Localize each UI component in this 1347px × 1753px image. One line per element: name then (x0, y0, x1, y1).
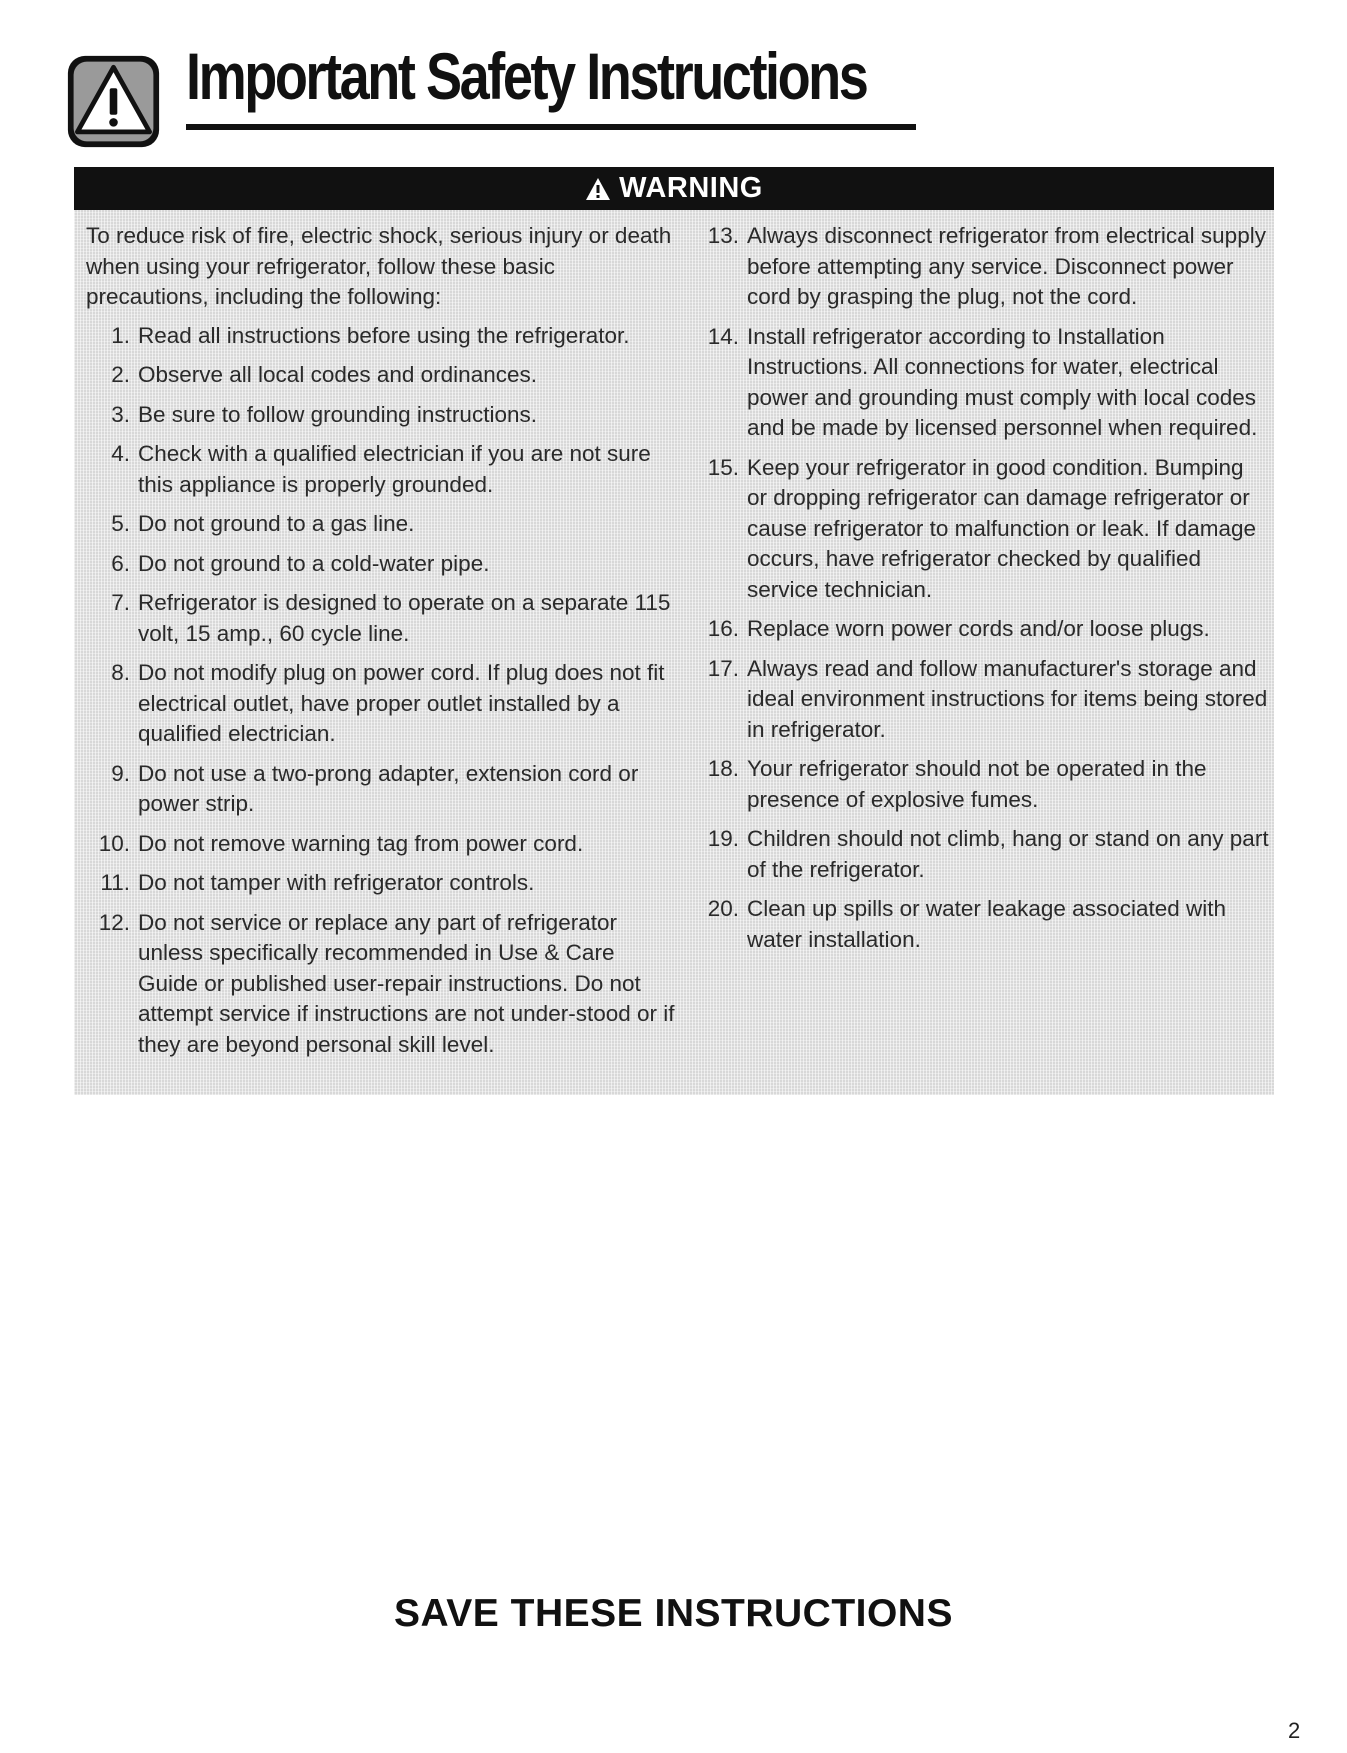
warning-triangle-icon (66, 54, 161, 149)
item-text: Install refrigerator according to Installation Instructions. All connections for water, electrical power and grounding must comply with local codes and be made by licensed personnel when required. (747, 323, 1258, 440)
item-number: 3. (111, 401, 130, 427)
warning-right-column (699, 221, 1269, 964)
list-item (699, 221, 1269, 313)
item-number: 14. (707, 323, 739, 349)
item-number: 10. (98, 830, 130, 856)
list-item (86, 509, 676, 540)
item-text: Do not service or replace any part of refrigerator unless specifically recommended in Use & Care Guide or published user-repair instructions. Do not attempt service if instructions are not under-stood or if they are beyond personal skill level. (138, 909, 675, 1057)
warning-small-icon (585, 177, 611, 201)
item-number: 5. (111, 511, 130, 536)
warning-bar (74, 167, 1274, 210)
list-item (699, 754, 1269, 815)
warning-box (74, 167, 1274, 1095)
item-text: Do not tamper with refrigerator controls. (138, 870, 535, 895)
item-text: Observe all local codes and ordinances. (138, 362, 537, 387)
item-number: 7. (111, 590, 130, 615)
item-number: 2. (111, 362, 130, 387)
list-item (86, 908, 676, 1061)
left-list (86, 321, 676, 1061)
list-item (86, 759, 676, 820)
list-item (86, 658, 676, 750)
page-number: 2 (1288, 1718, 1301, 1743)
page-header (66, 38, 916, 138)
right-list (699, 221, 1269, 955)
item-text: Children should not climb, hang or stand on any part of the refrigerator. (747, 826, 1269, 882)
title-underline (186, 124, 916, 130)
item-text: Replace worn power cords and/or loose plugs. (747, 616, 1210, 641)
item-number: 6. (111, 550, 130, 576)
list-item (699, 894, 1269, 955)
item-number: 20. (707, 896, 739, 921)
item-number: 19. (707, 826, 739, 851)
item-number: 18. (707, 756, 739, 781)
item-text: Do not modify plug on power cord. If plug does not fit electrical outlet, have proper outlet installed by a qualified electrician. (138, 660, 665, 746)
warning-left-column (86, 221, 676, 1069)
item-number: 17. (707, 655, 739, 681)
list-item (86, 829, 676, 860)
item-number: 9. (111, 760, 130, 786)
item-text: Do not use a two-prong adapter, extension cord or power strip. (138, 760, 639, 816)
item-text: Do not remove warning tag from power cord. (138, 830, 584, 856)
warning-intro: To reduce risk of fire, electric shock, serious injury or death when using your refrigerator, follow these basic precautions, including the following: (86, 223, 672, 309)
item-number: 8. (111, 660, 130, 685)
item-text: Your refrigerator should not be operated in the presence of explosive fumes. (747, 756, 1207, 812)
list-item (699, 453, 1269, 606)
list-item (86, 321, 676, 352)
item-number: 13. (707, 223, 739, 248)
item-text: Refrigerator is designed to operate on a separate 115 volt, 15 amp., 60 cycle line. (138, 590, 671, 646)
item-number: 1. (111, 322, 130, 348)
list-item (86, 400, 676, 431)
list-item (86, 868, 676, 899)
item-text: Keep your refrigerator in good condition. Bumping or dropping refrigerator can damage refrigerator or cause refrigerator to malfunction or leak. If damage occurs, have refrigerator checked by qualified service technician. (747, 454, 1257, 602)
warning-label: WARNING (619, 172, 763, 204)
list-item (86, 439, 676, 500)
item-text: Check with a qualified electrician if you are not sure this appliance is properly grounded. (138, 441, 651, 497)
item-number: 15. (707, 454, 739, 480)
item-text: Do not ground to a cold-water pipe. (138, 550, 490, 576)
item-text: Always disconnect refrigerator from electrical supply before attempting any service. Disconnect power cord by grasping the plug, not the cord. (747, 223, 1266, 309)
item-number: 4. (111, 441, 130, 466)
list-item (86, 588, 676, 649)
list-item (699, 824, 1269, 885)
item-text: Be sure to follow grounding instructions. (138, 401, 537, 427)
item-number: 16. (707, 616, 739, 641)
item-text: Clean up spills or water leakage associated with water installation. (747, 896, 1227, 952)
page-title: Important Safety Instructions (186, 39, 867, 113)
list-item (86, 360, 676, 391)
save-instructions-heading: SAVE THESE INSTRUCTIONS (393, 1592, 953, 1635)
item-text: Do not ground to a gas line. (138, 511, 415, 536)
list-item (699, 322, 1269, 444)
item-number: 12. (98, 909, 130, 935)
item-text: Read all instructions before using the refrigerator. (138, 322, 630, 348)
item-text: Always read and follow manufacturer's storage and ideal environment instructions for items being stored in refrigerator. (747, 655, 1268, 742)
list-item (699, 614, 1269, 645)
item-number: 11. (100, 870, 130, 895)
list-item (699, 654, 1269, 746)
list-item (86, 549, 676, 580)
